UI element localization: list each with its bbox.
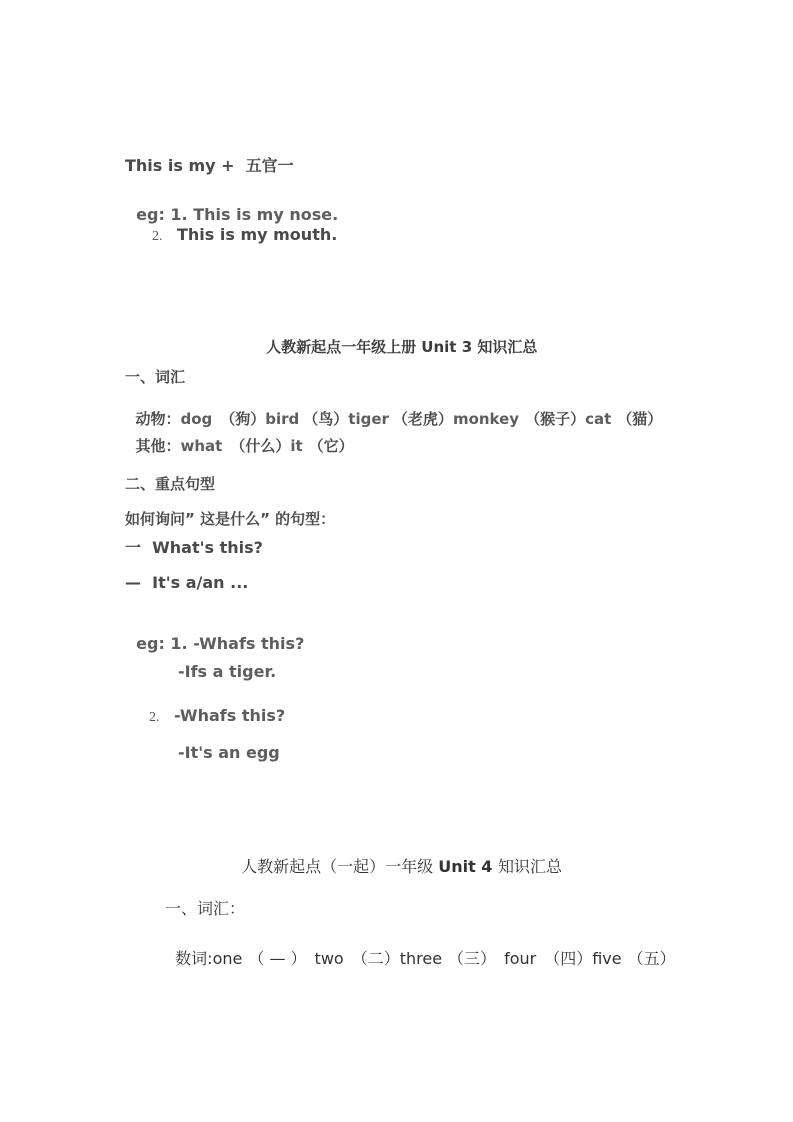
word-cn: （ — ） xyxy=(248,949,307,968)
numbers-line xyxy=(165,935,676,967)
animals-line xyxy=(125,397,662,427)
others-label: 其他： xyxy=(135,437,181,455)
word-en: two xyxy=(314,949,344,968)
word-cn: （狗） xyxy=(220,410,266,428)
example-2: This is my mouth. xyxy=(177,225,338,244)
sentence-pattern: This is my + 五官一 xyxy=(125,156,294,175)
numbers-label: 数词: xyxy=(175,949,213,968)
question-line: 一 What's this? xyxy=(125,538,263,557)
title-tail: 知识汇总 xyxy=(498,857,563,876)
title-tail: 知识汇总 xyxy=(477,338,538,356)
word-en: tiger xyxy=(348,410,389,428)
word-cn: （鸟） xyxy=(303,410,349,428)
word-en: three xyxy=(399,949,443,968)
pattern-heading: 二、重点句型 xyxy=(125,475,216,493)
word-cn: （老虎） xyxy=(392,410,453,428)
word-cn: （五） xyxy=(627,949,676,968)
unit4-title xyxy=(0,835,793,877)
word-cn: （三） xyxy=(448,949,497,968)
word-en: bird xyxy=(265,410,300,428)
example-q: -Whafs this? xyxy=(193,634,305,653)
word-cn: （四） xyxy=(544,949,593,968)
unit4-vocab-heading: 一、词汇： xyxy=(165,899,246,918)
word-en: four xyxy=(504,949,537,968)
example-text: This is my nose. xyxy=(193,205,339,224)
vocab-heading: 一、词汇 xyxy=(125,368,186,386)
title-unit: Unit 4 xyxy=(438,857,499,876)
example-1-question xyxy=(125,620,304,652)
example-1-answer: -Ifs a tiger. xyxy=(178,662,277,681)
word-en: one xyxy=(212,949,243,968)
example-2-answer: -It's an egg xyxy=(178,743,280,762)
title-unit: Unit 3 xyxy=(421,338,478,356)
word-cn: （什么） xyxy=(230,437,291,455)
pattern-question: 如何询问” 这是什么” 的句型： xyxy=(125,510,336,528)
word-en: dog xyxy=(180,410,213,428)
title-cn: 人教新起点一年级上册 xyxy=(266,338,422,356)
example-number: 2. xyxy=(149,710,160,725)
word-en: it xyxy=(290,437,303,455)
word-en: cat xyxy=(585,410,612,428)
word-cn: （猴子） xyxy=(525,410,586,428)
example-label: eg: 1. xyxy=(136,634,194,653)
example-1 xyxy=(125,191,338,223)
unit3-title xyxy=(0,318,793,357)
example-number: 2. xyxy=(152,229,163,244)
example-2-question: -Whafs this? xyxy=(174,706,286,725)
word-cn: （二） xyxy=(351,949,400,968)
title-cn: 人教新起点（一起）一年级 xyxy=(241,857,439,876)
word-en: what xyxy=(180,437,223,455)
answer-line: — It's a/an ... xyxy=(125,573,249,592)
word-en: monkey xyxy=(452,410,520,428)
word-en: five xyxy=(592,949,622,968)
word-cn: （它） xyxy=(308,437,354,455)
example-label: eg: 1. xyxy=(136,205,194,224)
others-line xyxy=(125,424,354,454)
word-cn: （猫） xyxy=(617,410,663,428)
animals-label: 动物： xyxy=(135,410,181,428)
